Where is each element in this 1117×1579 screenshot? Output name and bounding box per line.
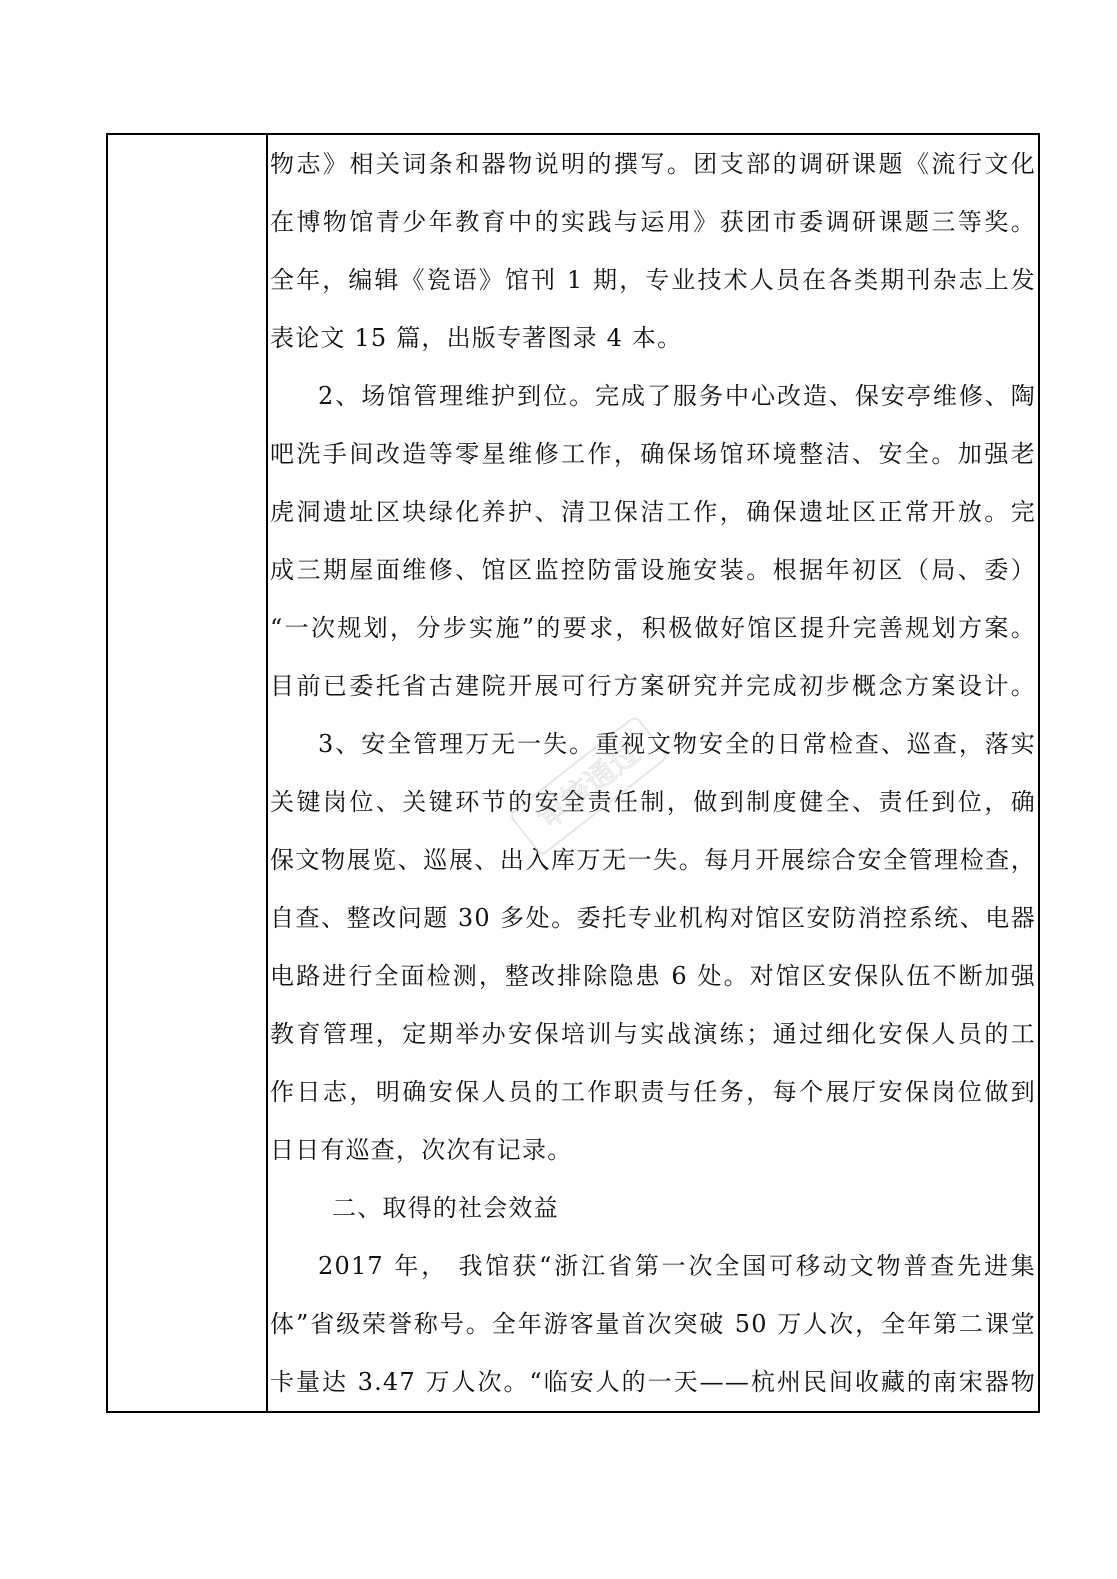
- paragraph-line: 虎洞遗址区块绿化养护、清卫保洁工作，确保遗址区正常开放。完: [270, 498, 1036, 526]
- paragraph-line: 2017 年， 我馆获“浙江省第一次全国可移动文物普查先进集: [318, 1252, 1036, 1280]
- paragraph-line: 关键岗位、关键环节的安全责任制，做到制度健全、责任到位，确: [270, 788, 1036, 816]
- paragraph-line: 3、安全管理万无一失。重视文物安全的日常检查、巡查，落实: [318, 730, 1036, 758]
- paragraph-line: “一次规划，分步实施”的要求，积极做好馆区提升完善规划方案。: [270, 614, 1036, 642]
- paragraph-line: 电路进行全面检测，整改排除隐患 6 处。对馆区安保队伍不断加强: [270, 962, 1036, 990]
- paragraph-line: 作日志，明确安保人员的工作职责与任务，每个展厅安保岗位做到: [270, 1078, 1036, 1106]
- paragraph-line: 目前已委托省古建院开展可行方案研究并完成初步概念方案设计。: [270, 672, 1036, 700]
- paragraph-line: 全年，编辑《瓷语》馆刊 1 期，专业技术人员在各类期刊杂志上发: [270, 266, 1036, 294]
- paragraph-line: 保文物展览、巡展、出入库万无一失。每月开展综合安全管理检查，: [270, 846, 1036, 874]
- paragraph-line: 物志》相关词条和器物说明的撰写。团支部的调研课题《流行文化: [270, 150, 1036, 178]
- paragraph-line: 成三期屋面维修、馆区监控防雷设施安装。根据年初区（局、委）: [270, 556, 1036, 584]
- paragraph-line: 体”省级荣誉称号。全年游客量首次突破 50 万人次，全年第二课堂: [270, 1310, 1036, 1338]
- table-left-cell: [108, 135, 266, 1411]
- paragraph-line: 在博物馆青少年教育中的实践与运用》获团市委调研课题三等奖。: [270, 208, 1036, 236]
- paragraph-line: 自查、整改问题 30 多处。委托专业机构对馆区安防消控系统、电器: [270, 904, 1036, 932]
- section-heading: 二、取得的社会效益: [332, 1194, 559, 1222]
- paragraph-line: 吧洗手间改造等零星维修工作，确保场馆环境整洁、安全。加强老: [270, 440, 1036, 468]
- watermark-text: 审核通过: [530, 735, 647, 837]
- paragraph-line: 表论文 15 篇，出版专著图录 4 本。: [270, 324, 683, 352]
- paragraph-line: 卡量达 3.47 万人次。“临安人的一天——杭州民间收藏的南宋器物: [270, 1368, 1036, 1396]
- paragraph-line: 教育管理，定期举办安保培训与实战演练；通过细化安保人员的工: [270, 1020, 1036, 1048]
- paragraph-line: 2、场馆管理维护到位。完成了服务中心改造、保安亭维修、陶: [318, 382, 1036, 410]
- table-column-divider: [266, 133, 268, 1413]
- paragraph-line: 日日有巡查，次次有记录。: [270, 1136, 573, 1164]
